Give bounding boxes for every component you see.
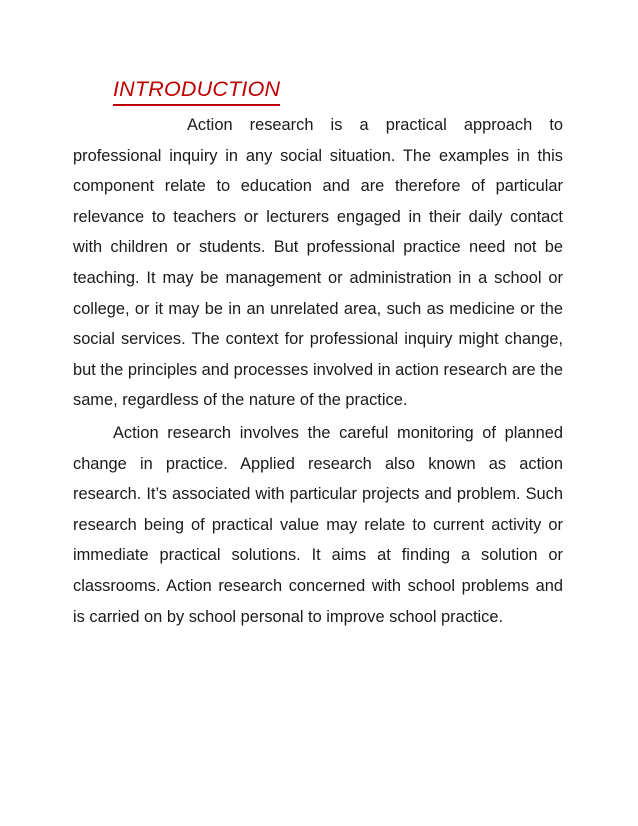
paragraph-1: Action research is a practical approach to professional inquiry in any social situation. The examples in this component relate to education and are therefore of particular relevance to teachers or lecturers engaged in their daily contact with children or students. But professional practice need not be teaching. It may be management or administration in a school or college, or it may be in an unrelated area, such as medicine or the social services. The context for professional inquiry might change, but the principles and processes involved in action research are the same, regardless of the nature of the practice.: [73, 116, 563, 410]
document-page: [73, 74, 563, 632]
section-heading: INTRODUCTION: [113, 74, 280, 106]
paragraph-2: Action research involves the careful monitoring of planned change in practice. Applied research also known as action research. It’s associated with particular projects and problem. Such research being of practical value may relate to current activity or immediate practical solutions. It aims at finding a solution or classrooms. Action research concerned with school problems and is carried on by school personal to improve school practice.: [73, 423, 563, 626]
